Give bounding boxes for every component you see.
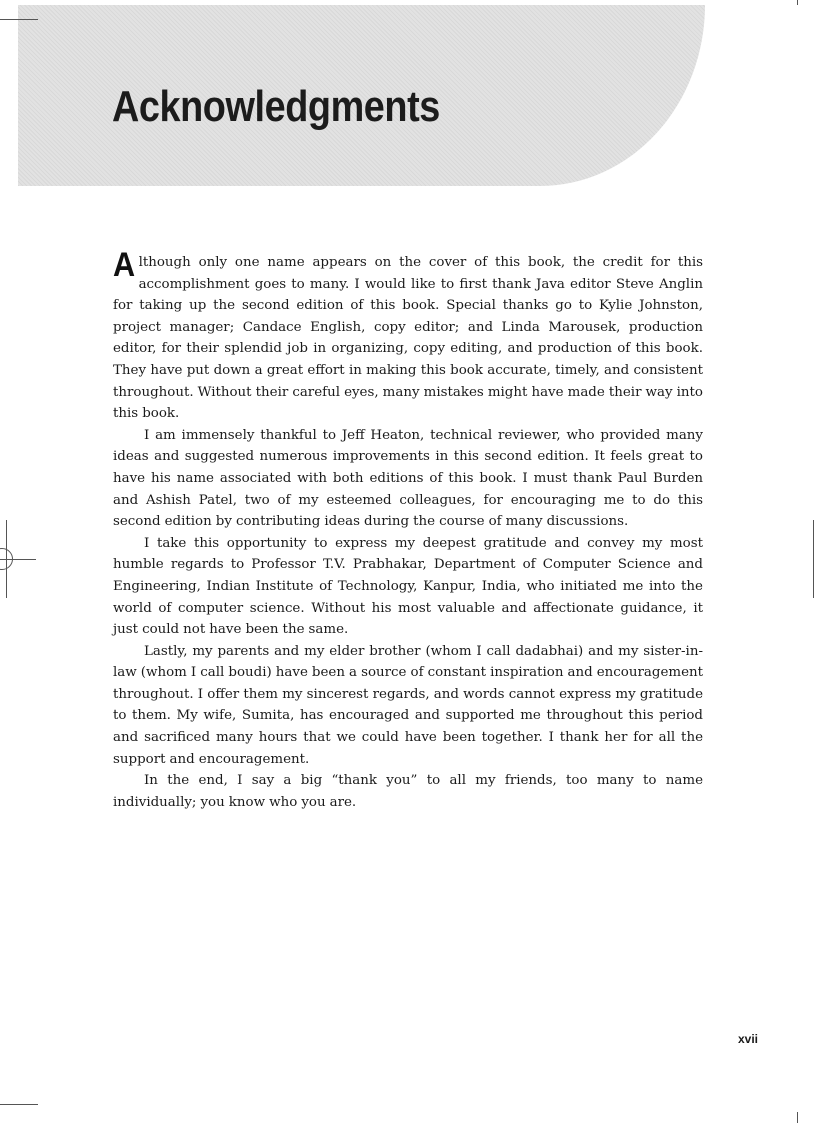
crop-mark-right-middle-vertical xyxy=(813,520,814,598)
drop-cap: A xyxy=(113,246,136,284)
paragraph-3: I take this opportunity to express my deepest gratitude and convey my most humble regards to Professor T.V. Prabhakar, Department of Computer Science and Engineering, Indian Institute of Technology, Kanpur, India, who initiated me into the world of computer science. Without his most valuable and affectionate guidance, it just could not have been the same. xyxy=(113,535,703,638)
crop-mark-top-right xyxy=(797,0,798,5)
paragraph-4: Lastly, my parents and my elder brother (whom I call dadabhai) and my sister-in-law (whom I call boudi) have been a source of constant inspiration and encouragement throughout. I offer them my sincerest regards, and words cannot express my gratitude to them. My wife, Sumita, has encouraged and supported me throughout this period and sacrificed many hours that we could have been together. I thank her for all the support and encouragement. xyxy=(113,643,703,767)
paragraph-1-text: lthough only one name appears on the cover of this book, the credit for this accomplishment goes to many. I would like to first thank Java editor Steve Anglin for taking up the second edition of this book. Special thanks go to Kylie Johnston, project manager; Candace English, copy editor; and Linda Marousek, production editor, for their splendid job in organizing, copy editing, and production of this book. They have put down a great effort in making this book accurate, timely, and consistent throughout. Without their careful eyes, many mistakes might have made their way into this book. xyxy=(113,255,703,422)
registration-mark-icon xyxy=(0,548,13,570)
paragraph-2: I am immensely thankful to Jeff Heaton, technical reviewer, who provided many ideas and suggested numerous improvements in this second edition. It feels great to have his name associated with both editions of this book. I must thank Paul Burden and Ashish Patel, two of my esteemed colleagues, for encouraging me to do this second edition by contributing ideas during the course of many discussions. xyxy=(113,427,703,530)
paragraph-1 xyxy=(113,246,703,425)
acknowledgments-body xyxy=(113,246,703,813)
crop-mark-bottom-left xyxy=(0,1104,38,1105)
paragraph-5: In the end, I say a big “thank you” to all my friends, too many to name individually; you know who you are. xyxy=(113,773,703,810)
page-number: xvii xyxy=(738,1032,759,1046)
crop-mark-bottom-right xyxy=(797,1112,798,1123)
crop-mark-top-left xyxy=(0,19,38,20)
page-title: Acknowledgments xyxy=(112,82,440,131)
